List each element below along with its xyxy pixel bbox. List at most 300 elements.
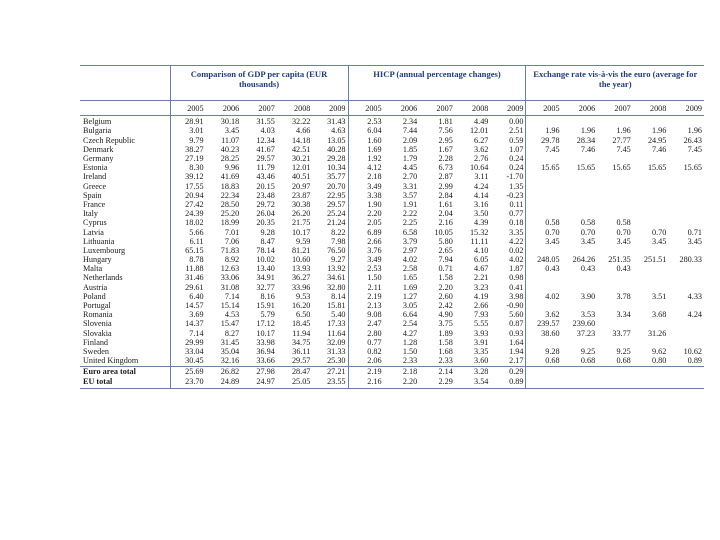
fx-value-cell [633, 339, 669, 348]
gdp-value-cell: 4.03 [260, 127, 275, 136]
gdp-value-cell: 8.16 [260, 292, 275, 301]
fx-value-cell: 251.35 [608, 255, 631, 265]
fx-value-cell [562, 339, 598, 348]
gdp-value-cell: 31.45 [220, 338, 240, 347]
gdp-value-cell: 13.92 [312, 265, 348, 274]
country-label: Romania [80, 311, 170, 320]
hicp-value-cell: 1.91 [402, 200, 418, 209]
fx-value-cell [526, 116, 562, 128]
gdp-value-cell: 40.23 [220, 145, 240, 154]
hicp-value-cell: 1.68 [438, 347, 453, 356]
gdp-value-cell: 10.34 [312, 164, 348, 173]
country-label: Italy [80, 210, 170, 219]
gdp-value-cell: 24.89 [206, 377, 242, 389]
gdp-value-cell: 15.14 [220, 301, 240, 311]
fx-value-cell [526, 247, 562, 256]
hicp-value-cell: 4.49 [474, 117, 489, 127]
gdp-value-cell: 15.81 [312, 302, 348, 311]
hicp-value-cell: 2.20 [384, 377, 420, 389]
gdp-value-cell: 20.70 [312, 182, 348, 191]
hicp-value-cell: 3.57 [402, 191, 418, 200]
fx-value-cell [633, 283, 669, 292]
gdp-value-cell: 27.42 [185, 200, 204, 209]
fx-value-cell [526, 201, 562, 210]
hicp-value-cell: 0.71 [438, 265, 453, 274]
country-label: Cyprus [80, 219, 170, 228]
hicp-value-cell: 3.49 [367, 182, 382, 191]
gdp-value-cell: 41.67 [256, 145, 275, 154]
gdp-value-cell: 11.94 [292, 329, 311, 338]
fx-value-cell [562, 274, 598, 283]
fx-value-cell: 15.65 [541, 163, 560, 173]
gdp-year-header: 2006 [206, 101, 242, 116]
fx-value-cell [597, 210, 633, 219]
hicp-value-cell: 4.19 [474, 292, 489, 301]
hicp-value-cell: 2.22 [402, 209, 418, 219]
gdp-value-cell: 25.69 [170, 367, 206, 378]
gdp-value-cell: 81.21 [291, 246, 311, 255]
hicp-value-cell: 0.87 [490, 320, 526, 329]
hicp-value-cell: 4.22 [490, 237, 526, 246]
fx-value-cell [562, 210, 598, 219]
gdp-value-cell: 7.14 [189, 329, 204, 338]
hicp-value-cell: 6.89 [367, 228, 382, 237]
hicp-value-cell: 3.60 [474, 356, 489, 366]
fx-value-cell [597, 192, 633, 201]
hicp-value-cell: 0.77 [367, 338, 382, 347]
country-label: Czech Republic [80, 136, 170, 145]
hicp-value-cell: 3.31 [402, 182, 418, 191]
hicp-year-header: 2007 [419, 101, 455, 116]
fx-value-cell [562, 302, 598, 311]
gdp-value-cell: 8.47 [260, 237, 275, 246]
fx-year-header: 2009 [668, 101, 704, 116]
fx-value-cell: 9.25 [616, 347, 631, 356]
gdp-value-cell: 6.40 [189, 292, 204, 301]
gdp-value-cell: 20.97 [291, 182, 311, 191]
hicp-value-cell: 3.23 [474, 283, 489, 292]
table-row [80, 348, 704, 357]
fx-value-cell: 7.45 [545, 145, 560, 154]
hicp-value-cell: 2.84 [438, 191, 453, 200]
fx-value-cell: 0.89 [687, 356, 702, 366]
country-label: Belgium [80, 116, 170, 128]
gdp-value-cell: 12.34 [256, 136, 275, 145]
fx-value-cell: 9.28 [545, 347, 560, 356]
fx-value-cell [597, 173, 633, 182]
gdp-value-cell: 3.45 [224, 127, 240, 136]
hicp-value-cell: 2.18 [384, 367, 420, 378]
gdp-value-cell: 29.57 [256, 154, 275, 164]
gdp-value-cell: 42.51 [291, 145, 311, 154]
table-row [80, 357, 704, 367]
gdp-value-cell: 29.57 [291, 356, 311, 366]
fx-value-cell [668, 339, 704, 348]
hicp-value-cell: 2.11 [367, 283, 382, 292]
fx-value-cell: 3.45 [687, 237, 702, 246]
fx-value-cell: 3.68 [652, 310, 667, 320]
hicp-value-cell: 3.75 [438, 320, 453, 329]
hicp-year-header: 2009 [490, 101, 526, 116]
fx-value-cell: 31.26 [647, 329, 667, 338]
hicp-value-cell: 3.79 [402, 237, 418, 246]
gdp-value-cell: 10.17 [291, 228, 311, 237]
table-row [80, 192, 704, 201]
gdp-value-cell: 23.87 [291, 191, 311, 200]
fx-value-cell: 7.46 [652, 145, 667, 154]
fx-value-cell [526, 155, 562, 164]
corner-cell [80, 66, 170, 101]
gdp-value-cell: 43.46 [256, 173, 275, 182]
fx-value-cell: 0.70 [545, 228, 560, 237]
fx-value-cell [633, 320, 669, 329]
hicp-value-cell: 2.25 [402, 219, 418, 228]
country-label: Denmark [80, 146, 170, 155]
gdp-value-cell: 24.97 [241, 377, 277, 389]
country-label: Greece [80, 182, 170, 191]
hicp-value-cell: 1.64 [490, 339, 526, 348]
gdp-value-cell: 11.79 [256, 163, 275, 173]
group-header-row [80, 66, 704, 101]
hicp-value-cell: 2.65 [438, 246, 453, 255]
fx-value-cell [597, 339, 633, 348]
fx-value-cell: 3.34 [616, 310, 631, 320]
gdp-value-cell: 16.20 [291, 301, 311, 311]
hicp-value-cell: 4.10 [474, 246, 489, 255]
gdp-year-header: 2005 [170, 101, 206, 116]
gdp-value-cell: 5.79 [260, 310, 275, 320]
hicp-value-cell: 2.54 [402, 320, 418, 329]
fx-value-cell [597, 116, 633, 128]
hicp-value-cell: 5.60 [490, 311, 526, 320]
fx-value-cell [562, 182, 598, 191]
gdp-value-cell: 10.60 [291, 255, 311, 265]
fx-value-cell: 9.62 [652, 347, 667, 356]
hicp-value-cell: 2.53 [367, 117, 382, 127]
fx-value-cell: 7.45 [687, 145, 702, 154]
gdp-value-cell: 14.37 [185, 320, 204, 329]
gdp-value-cell: 5.66 [189, 228, 204, 237]
fx-value-cell: 3.45 [616, 237, 631, 246]
gdp-value-cell: 4.63 [312, 127, 348, 136]
hicp-value-cell: 2.60 [438, 292, 453, 301]
gdp-value-cell: 31.46 [185, 274, 204, 283]
hicp-group-header: HICP (annual percentage changes) [348, 66, 526, 101]
gdp-value-cell: 9.96 [224, 163, 240, 173]
hicp-value-cell: 3.54 [455, 377, 491, 389]
hicp-value-cell: 2.33 [438, 356, 453, 366]
fx-value-cell [526, 192, 562, 201]
hicp-value-cell: 2.16 [438, 219, 453, 228]
hicp-value-cell: 1.89 [438, 329, 453, 338]
gdp-value-cell: 20.94 [185, 191, 204, 200]
fx-value-cell [668, 201, 704, 210]
fx-value-cell: 1.96 [687, 127, 702, 136]
gdp-value-cell: 13.93 [291, 265, 311, 274]
fx-value-cell [597, 155, 633, 164]
gdp-value-cell: 4.66 [296, 127, 311, 136]
country-label: Portugal [80, 302, 170, 311]
hicp-value-cell: 0.77 [490, 210, 526, 219]
gdp-value-cell: 32.77 [256, 283, 275, 292]
hicp-value-cell: 1.07 [490, 146, 526, 155]
hicp-value-cell: 2.19 [367, 292, 382, 301]
gdp-value-cell: 4.53 [224, 310, 240, 320]
table-row [80, 247, 704, 256]
hicp-value-cell: 2.58 [402, 265, 418, 274]
gdp-value-cell: 27.19 [185, 154, 204, 164]
gdp-value-cell: 9.28 [260, 228, 275, 237]
hicp-value-cell: 7.94 [438, 255, 453, 265]
gdp-value-cell: 29.99 [185, 338, 204, 347]
hicp-value-cell: 10.05 [434, 228, 453, 237]
gdp-value-cell: 8.27 [224, 329, 240, 338]
gdp-value-cell: 29.72 [256, 200, 275, 209]
country-label: Bulgaria [80, 127, 170, 136]
gdp-value-cell: 33.98 [256, 338, 275, 347]
gdp-value-cell: 9.79 [189, 136, 204, 145]
fx-value-cell [633, 377, 669, 389]
gdp-value-cell: 15.47 [220, 320, 240, 329]
hicp-value-cell: 2.47 [367, 320, 382, 329]
gdp-value-cell: 34.61 [312, 274, 348, 283]
fx-year-header: 2006 [562, 101, 598, 116]
gdp-value-cell: 7.06 [224, 237, 240, 246]
fx-value-cell [562, 155, 598, 164]
hicp-value-cell: 15.32 [469, 228, 489, 237]
country-label: EU total [80, 377, 170, 389]
fx-value-cell [668, 182, 704, 191]
gdp-year-header: 2007 [241, 101, 277, 116]
gdp-value-cell: 32.16 [220, 356, 240, 366]
table-row [80, 210, 704, 219]
hicp-value-cell: 12.01 [469, 127, 489, 136]
gdp-value-cell: 27.21 [312, 367, 348, 378]
gdp-value-cell: 35.77 [312, 173, 348, 182]
fx-value-cell: 3.78 [616, 292, 631, 301]
country-label: Lithuania [80, 237, 170, 246]
fx-value-cell [633, 274, 669, 283]
hicp-value-cell: 0.82 [367, 347, 382, 356]
hicp-value-cell: 1.67 [438, 145, 453, 154]
gdp-value-cell: 31.55 [256, 117, 275, 127]
fx-value-cell [633, 182, 669, 191]
hicp-value-cell: 3.49 [367, 255, 382, 265]
hicp-value-cell: 0.41 [490, 283, 526, 292]
table-row [80, 274, 704, 283]
table-row [80, 173, 704, 182]
gdp-value-cell: 8.92 [224, 255, 240, 265]
gdp-group-header: Comparison of GDP per capita (EUR thousands) [170, 66, 348, 101]
hicp-value-cell: 0.24 [490, 155, 526, 164]
gdp-value-cell: 7.01 [224, 228, 240, 237]
gdp-value-cell: 17.55 [185, 182, 204, 191]
country-label: Spain [80, 192, 170, 201]
gdp-value-cell: 36.11 [292, 347, 311, 356]
hicp-value-cell: 1.69 [402, 283, 418, 292]
gdp-value-cell: 14.57 [185, 301, 204, 311]
hicp-value-cell: -1.70 [490, 173, 526, 182]
gdp-value-cell: 17.12 [256, 320, 275, 329]
fx-value-cell: 0.43 [616, 265, 631, 274]
fx-value-cell: 33.77 [612, 329, 631, 338]
gdp-value-cell: 33.06 [220, 274, 240, 283]
hicp-year-header: 2006 [384, 101, 420, 116]
hicp-value-cell: 1.50 [402, 347, 418, 356]
fx-value-cell [526, 377, 562, 389]
country-label: Germany [80, 155, 170, 164]
fx-value-cell [526, 367, 562, 378]
table-row [80, 136, 704, 145]
fx-value-cell [597, 274, 633, 283]
hicp-value-cell: 0.59 [490, 136, 526, 145]
fx-value-cell [526, 283, 562, 292]
gdp-value-cell: 26.82 [206, 367, 242, 378]
gdp-value-cell: 76.50 [312, 247, 348, 256]
country-label: Netherlands [80, 274, 170, 283]
hicp-value-cell: 4.39 [474, 219, 489, 228]
country-label: France [80, 201, 170, 210]
fx-value-cell: 1.96 [545, 127, 560, 136]
fx-value-cell [633, 210, 669, 219]
gdp-value-cell: 21.24 [312, 219, 348, 228]
gdp-value-cell: 65.15 [185, 246, 204, 255]
hicp-value-cell: 0.11 [490, 201, 526, 210]
gdp-value-cell: 31.33 [312, 348, 348, 357]
hicp-value-cell: 1.28 [402, 338, 418, 347]
hicp-value-cell: 1.87 [490, 265, 526, 274]
gdp-value-cell: 10.17 [256, 329, 275, 338]
hicp-value-cell: 2.95 [438, 136, 453, 145]
hicp-value-cell: 4.02 [490, 256, 526, 265]
hicp-value-cell: 3.91 [474, 338, 489, 347]
hicp-value-cell: 3.76 [367, 246, 382, 255]
hicp-value-cell: 0.93 [490, 329, 526, 338]
gdp-value-cell: 14.18 [291, 136, 311, 145]
table-row [80, 219, 704, 228]
hicp-value-cell: 0.24 [490, 164, 526, 173]
hicp-value-cell: 7.93 [474, 310, 489, 320]
data-table-sheet [80, 65, 704, 389]
fx-value-cell [526, 274, 562, 283]
fx-value-cell: 0.68 [580, 356, 596, 366]
fx-value-cell [597, 302, 633, 311]
hicp-value-cell: 3.62 [474, 145, 489, 154]
table-row [80, 155, 704, 164]
gdp-value-cell: 7.14 [224, 292, 240, 301]
table-row [80, 127, 704, 136]
fx-value-cell [633, 155, 669, 164]
gdp-value-cell: 22.95 [312, 192, 348, 201]
gdp-value-cell: 33.66 [256, 356, 275, 366]
table-row [80, 302, 704, 311]
hicp-value-cell: -0.23 [490, 192, 526, 201]
gdp-value-cell: 35.04 [220, 347, 240, 356]
hicp-value-cell: 3.35 [474, 347, 489, 356]
hicp-value-cell: 4.14 [474, 191, 489, 200]
hicp-value-cell: 2.66 [474, 301, 489, 311]
hicp-value-cell: 1.92 [367, 154, 382, 164]
gdp-value-cell: 29.61 [185, 283, 204, 292]
country-label: Poland [80, 293, 170, 302]
fx-value-cell [597, 201, 633, 210]
fx-value-cell [562, 116, 598, 128]
hicp-value-cell: 1.60 [367, 136, 382, 145]
gdp-value-cell: 33.04 [185, 347, 204, 356]
gdp-value-cell: 8.30 [189, 163, 204, 173]
gdp-value-cell: 26.20 [291, 209, 311, 219]
fx-value-cell: 280.33 [679, 255, 702, 265]
gdp-value-cell: 25.30 [312, 357, 348, 367]
table-row [80, 201, 704, 210]
table-row [80, 293, 704, 302]
fx-value-cell: 7.46 [580, 145, 596, 154]
hicp-value-cell: 1.65 [402, 274, 418, 283]
table-row [80, 256, 704, 265]
fx-value-cell [668, 247, 704, 256]
gdp-value-cell: 28.91 [185, 117, 204, 127]
hicp-value-cell: 3.05 [402, 301, 418, 311]
gdp-value-cell: 11.07 [221, 136, 240, 145]
gdp-value-cell: 22.34 [220, 191, 240, 200]
fx-value-cell [668, 192, 704, 201]
hicp-value-cell: 1.35 [490, 182, 526, 191]
table-row [80, 377, 704, 389]
table-row [80, 283, 704, 292]
fx-group-header: Exchange rate vis-à-vis the euro (average for the year) [526, 66, 704, 101]
gdp-value-cell: 12.01 [291, 163, 311, 173]
hicp-value-cell: 2.20 [367, 209, 382, 219]
hicp-value-cell: 2.17 [490, 357, 526, 367]
fx-value-cell [597, 182, 633, 191]
country-label: Latvia [80, 228, 170, 237]
fx-year-header: 2005 [526, 101, 562, 116]
fx-value-cell: 0.58 [580, 219, 596, 228]
country-label: Austria [80, 283, 170, 292]
hicp-value-cell: 2.09 [402, 136, 418, 145]
fx-value-cell: 3.90 [580, 292, 596, 301]
fx-value-cell: 0.43 [580, 265, 596, 274]
gdp-value-cell: 9.53 [296, 292, 311, 301]
hicp-value-cell: 5.80 [438, 237, 453, 246]
hicp-year-header: 2005 [348, 101, 384, 116]
fx-value-cell: 7.45 [616, 145, 631, 154]
hicp-value-cell: 2.51 [490, 127, 526, 136]
hicp-value-cell: 9.08 [367, 310, 382, 320]
fx-value-cell [526, 210, 562, 219]
fx-value-cell: 0.70 [652, 228, 667, 237]
fx-value-cell [562, 173, 598, 182]
fx-value-cell [668, 329, 704, 338]
gdp-value-cell: 7.98 [312, 237, 348, 246]
fx-value-cell [668, 283, 704, 292]
fx-value-cell [633, 173, 669, 182]
hicp-value-cell: 2.18 [367, 173, 382, 182]
country-label: Finland [80, 339, 170, 348]
hicp-value-cell: 2.80 [367, 329, 382, 338]
gdp-value-cell: 20.15 [256, 182, 275, 191]
year-header-row [80, 101, 704, 116]
table-row [80, 329, 704, 338]
hicp-value-cell: 6.27 [474, 136, 489, 145]
hicp-value-cell: 11.11 [470, 237, 489, 246]
fx-value-cell: 38.60 [541, 329, 560, 338]
gdp-value-cell: 26.04 [256, 209, 275, 219]
table-row [80, 367, 704, 378]
hicp-value-cell: 1.90 [367, 200, 382, 209]
fx-value-cell [633, 265, 669, 274]
fx-value-cell [668, 155, 704, 164]
